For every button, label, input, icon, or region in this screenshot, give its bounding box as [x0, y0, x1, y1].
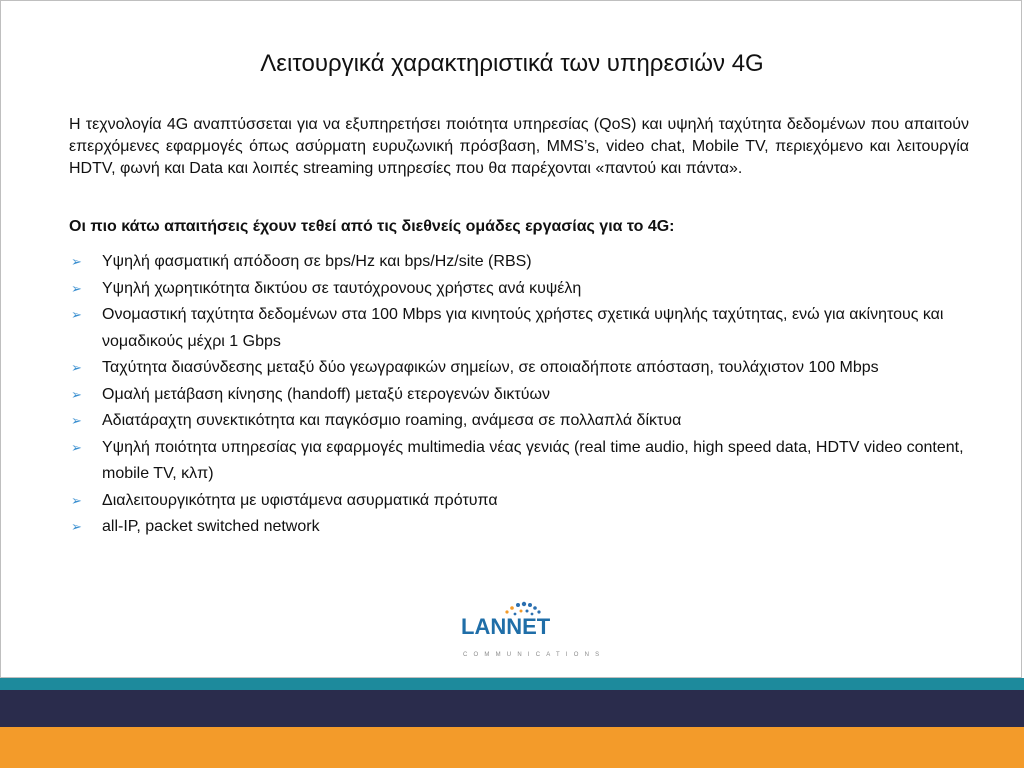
arrow-bullet-icon: ➢ — [71, 492, 82, 508]
list-item — [69, 435, 969, 488]
logo-tagline: COMMUNICATIONS — [463, 652, 606, 658]
list-item-text: Διαλειτουργικότητα με υφιστάμενα ασυρματικά πρότυπα — [102, 491, 498, 509]
list-item — [69, 408, 969, 435]
arrow-bullet-icon: ➢ — [71, 280, 82, 296]
arrow-bullet-icon: ➢ — [71, 307, 82, 322]
list-item — [69, 276, 969, 303]
list-item — [69, 302, 969, 355]
list-item-text: Ομαλή μετάβαση κίνησης (handoff) μεταξύ ετερογενών δικτύων — [102, 385, 550, 403]
arrow-bullet-icon: ➢ — [71, 519, 82, 534]
list-item-text: Υψηλή χωρητικότητα δικτύου σε ταυτόχρονους χρήστες ανά κυψέλη — [102, 279, 582, 297]
arrow-bullet-icon: ➢ — [71, 254, 82, 269]
footer-band-navy — [0, 690, 1024, 727]
intro-paragraph: Η τεχνολογία 4G αναπτύσσεται για να εξυπηρετήσει ποιότητα υπηρεσίας (QoS) και υψηλή ταχύτητα δεδομένων που απαιτούν επερχόμενες εφαρμογές όπως ασύρματη ευρυζωνική πρόσβαση, MMS’s, video chat, Mobile TV, περιεχόμενο και λειτουργία HDTV, φωνή και Data και λοιπές streaming υπηρεσίες που θα παρέχονται «παντού και πάντα». — [69, 116, 969, 177]
arrow-bullet-icon: ➢ — [71, 360, 82, 375]
requirements-heading: Οι πιο κάτω απαιτήσεις έχουν τεθεί από τις διεθνείς ομάδες εργασίας για το 4G: — [69, 218, 675, 235]
logo-wordmark: LANNET — [461, 614, 551, 639]
list-item-text: Ταχύτητα διασύνδεσης μεταξύ δύο γεωγραφικών σημείων, σε οποιαδήποτε απόσταση, τουλάχιστον 100 Mbps — [102, 359, 879, 376]
slide-title: Λειτουργικά χαρακτηριστικά των υπηρεσιών 4G — [260, 50, 764, 77]
list-item — [69, 355, 969, 382]
arrow-bullet-icon: ➢ — [71, 413, 82, 428]
list-item-text: Υψηλή ποιότητα υπηρεσίας για εφαρμογές multimedia νέας γενιάς (real time audio, high speed data, HDTV video content, mobile TV, κλπ) — [102, 438, 964, 482]
list-item-text: Ονομαστική ταχύτητα δεδομένων στα 100 Mbps για κινητούς χρήστες σχετικά υψηλής ταχύτητας, ενώ για ακίνητους και νομαδικούς μέχρι 1 Gbps — [102, 306, 944, 350]
list-item-text: Υψηλή φασματική απόδοση σε bps/Hz και bps/Hz/site (RBS) — [102, 253, 532, 270]
lannet-logo — [455, 600, 606, 664]
footer-band-orange — [0, 727, 1024, 768]
arrow-bullet-icon: ➢ — [71, 439, 82, 455]
list-item — [69, 249, 969, 276]
list-item — [69, 382, 969, 409]
list-item-text: all-IP, packet switched network — [102, 518, 320, 535]
footer-band-teal — [0, 678, 1024, 690]
arrow-bullet-icon: ➢ — [71, 386, 82, 402]
requirements-list — [69, 249, 969, 541]
list-item — [69, 514, 969, 541]
list-item-text: Αδιατάραχτη συνεκτικότητα και παγκόσμιο roaming, ανάμεσα σε πολλαπλά δίκτυα — [102, 412, 682, 429]
list-item — [69, 488, 969, 515]
